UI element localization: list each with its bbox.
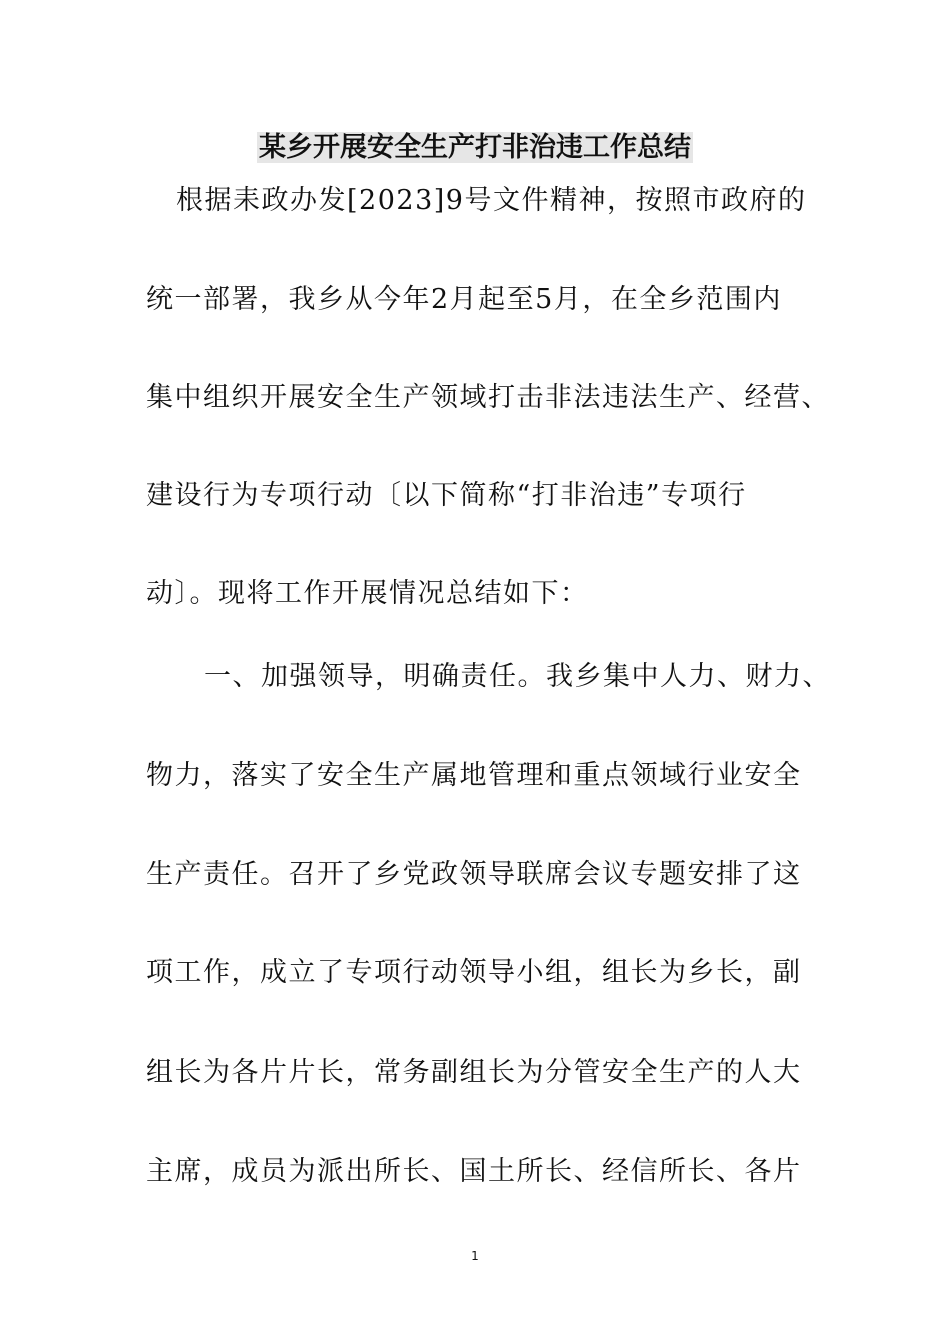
paragraph-line: 动〕。现将工作开展情况总结如下： <box>146 578 589 609</box>
paragraph-line: 根据耒政办发[2023]9号文件精神，按照市政府的 <box>176 185 807 216</box>
paragraph-line: 统一部署，我乡从今年2月起至5月，在全乡范围内 <box>146 284 782 315</box>
paragraph-line: 组长为各片片长，常务副组长为分管安全生产的人大 <box>146 1057 802 1088</box>
paragraph-line: 主席，成员为派出所长、国土所长、经信所长、各片 <box>146 1156 802 1187</box>
document-title <box>0 128 950 168</box>
paragraph-line: 项工作，成立了专项行动领导小组，组长为乡长，副 <box>146 957 802 988</box>
paragraph-line: 建设行为专项行动〔以下简称“打非治违”专项行 <box>146 480 747 511</box>
page-number: 1 <box>471 1249 479 1263</box>
paragraph-line: 集中组织开展安全生产领域打击非法违法生产、经营、 <box>146 382 830 413</box>
paragraph-line: 物力，落实了安全生产属地管理和重点领域行业安全 <box>146 760 802 791</box>
document-title-text: 某乡开展安全生产打非治违工作总结 <box>259 132 691 163</box>
paragraph-line: 生产责任。召开了乡党政领导联席会议专题安排了这 <box>146 859 802 890</box>
paragraph-line: 一、加强领导，明确责任。我乡集中人力、财力、 <box>204 661 831 692</box>
